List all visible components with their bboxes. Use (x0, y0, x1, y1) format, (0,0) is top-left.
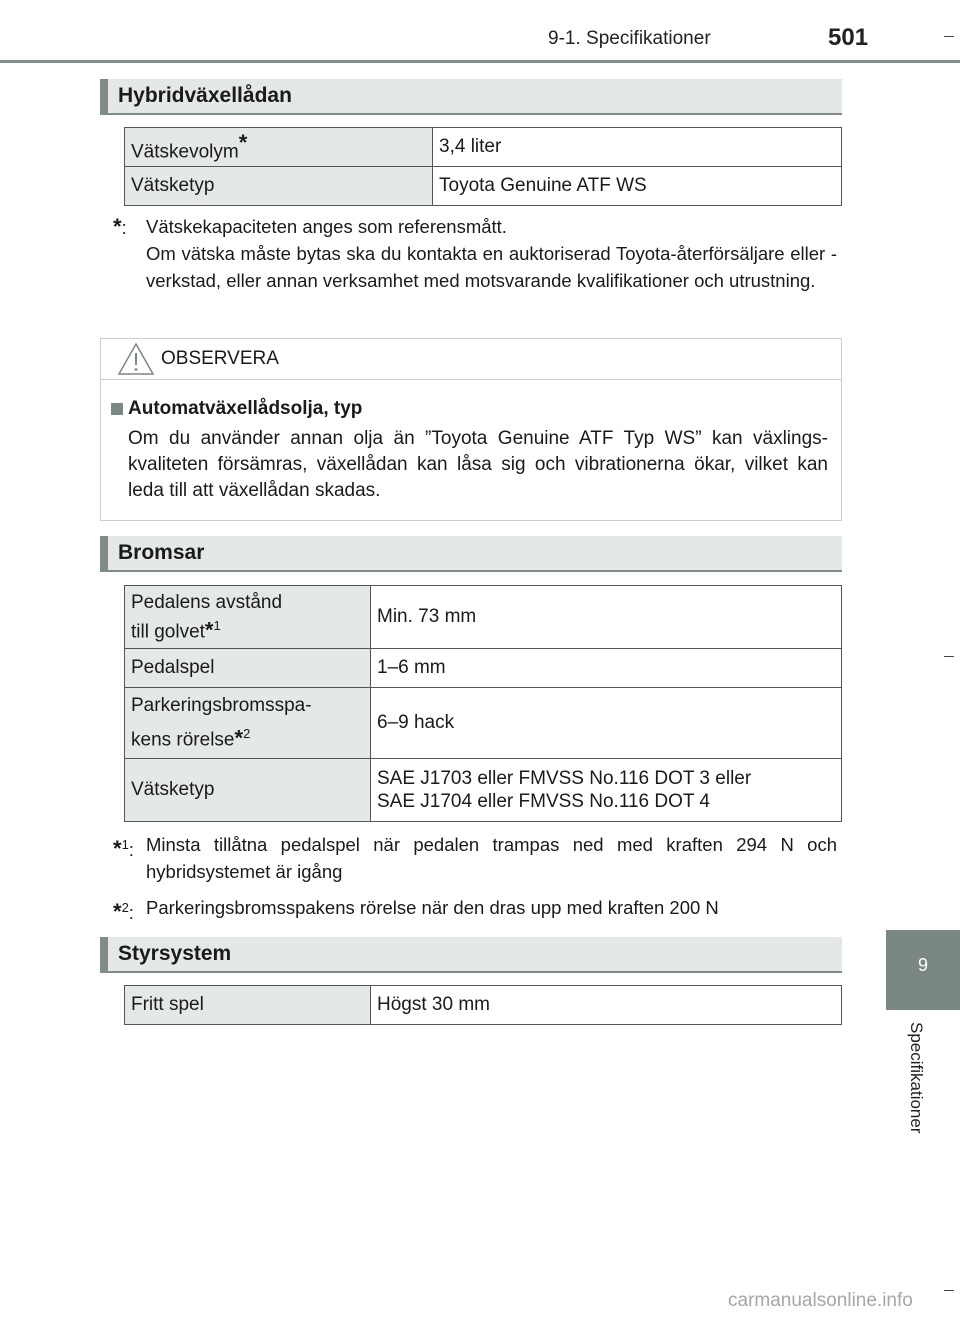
section-title: Hybridväxellådan (118, 84, 292, 107)
footnote-text: Parkeringsbromsspakens rörelse när den dras upp med kraften 200 N (146, 897, 719, 918)
footnote-number: 2 (121, 900, 129, 915)
section-header-brakes (100, 536, 842, 572)
table-row (125, 986, 842, 1025)
table-value-cell: 3,4 liter (433, 128, 842, 167)
footnote-marker: *$^1$: (113, 836, 134, 862)
table-value-cell (371, 759, 842, 822)
warning-triangle-icon (117, 342, 155, 376)
section-title: Styrsystem (118, 942, 232, 965)
label-text: Parkeringsbromsspa- (131, 694, 312, 716)
footnote-brakes-2 (113, 894, 837, 925)
section-title: Bromsar (118, 541, 205, 564)
crop-mark (944, 36, 954, 37)
caution-title: OBSERVERA (161, 348, 279, 369)
table-row (125, 586, 842, 649)
crop-mark (944, 1290, 954, 1291)
table-value-cell: Toyota Genuine ATF WS (433, 167, 842, 206)
table-value-cell: 1–6 mm (371, 649, 842, 688)
table-row (125, 167, 842, 206)
asterisk-mark: * (113, 836, 122, 862)
table-label-cell: Fritt spel (125, 986, 371, 1025)
page-number: 501 (828, 24, 869, 51)
table-label-cell (125, 128, 433, 167)
asterisk-mark: * (113, 214, 122, 239)
table-value-cell: Högst 30 mm (371, 986, 842, 1025)
label-text: till golvet (131, 621, 205, 643)
label-text-line (131, 720, 364, 754)
footnote-number: 1 (213, 617, 221, 633)
chapter-label-text: Specifikationer (907, 1022, 926, 1134)
footnote-marker: *$^2$: (113, 899, 134, 925)
caution-box (100, 338, 842, 521)
table-label-cell: Vätsketyp (125, 167, 433, 206)
table-label-cell (125, 688, 371, 759)
footnote-brakes-1 (113, 831, 837, 885)
watermark: carmanualsonline.info (728, 1290, 913, 1311)
label-text: Pedalens avstånd (131, 591, 283, 613)
footnote-number: 2 (243, 725, 251, 741)
brakes-spec-table (124, 585, 842, 822)
table-row (125, 759, 842, 822)
table-row (125, 688, 842, 759)
crop-mark (944, 656, 954, 657)
label-text-line (131, 614, 364, 643)
caution-header (101, 339, 841, 380)
value-text: SAE J1704 eller FMVSS No.116 DOT 4 (377, 791, 711, 812)
value-text: SAE J1703 eller FMVSS No.116 DOT 3 eller (377, 768, 752, 789)
caution-text: Om du använder annan olja än ”Toyota Genuine ATF Typ WS” kan växlingskvaliteten försämras, växellådan kan låsa sig och vibrationerna ökar, vilket kan leda till att växellådan skadas. (128, 428, 828, 501)
table-label-cell: Pedalspel (125, 649, 371, 688)
footnote-line: Om vätska måste bytas ska du kontakta en auktoriserad Toyota-återförsäljare eller -verkstad, eller annan verksamhet med motsvarande kvalifikationer och utrustning. (146, 243, 837, 291)
table-value-cell: Min. 73 mm (371, 586, 842, 649)
caution-subtitle: Automatväxellådsolja, typ (128, 398, 363, 419)
asterisk-mark: * (234, 725, 244, 751)
chapter-label (904, 1022, 928, 1162)
table-row (125, 128, 842, 167)
table-value-cell: 6–9 hack (371, 688, 842, 759)
label-text: kens rörelse (131, 729, 235, 751)
steering-spec-table (124, 985, 842, 1025)
table-label-cell (125, 586, 371, 649)
asterisk-mark: * (113, 899, 122, 925)
footnote-number: 1 (121, 837, 129, 852)
table-label-cell: Vätsketyp (125, 759, 371, 822)
bullet-square-icon (111, 403, 123, 415)
hybrid-spec-table (124, 127, 842, 206)
footnote-marker: *: (113, 214, 127, 239)
label-text: Vätskevolym (131, 141, 239, 163)
chapter-number: 9 (917, 955, 928, 975)
footnote-line: Vätskekapaciteten anges som referensmått. (146, 216, 507, 237)
footnote-text: Minsta tillåtna pedalspel när pedalen trampas ned med kraften 294 N och hybridsystemet är igång (146, 834, 837, 882)
footnote-hybrid (113, 213, 837, 294)
asterisk-mark: * (238, 130, 248, 156)
asterisk-mark: * (204, 617, 214, 643)
header-rule (0, 60, 960, 63)
section-header-hybrid (100, 79, 842, 115)
table-row (125, 649, 842, 688)
section-header-steering (100, 937, 842, 973)
running-header-section: 9-1. Specifikationer (548, 28, 711, 49)
